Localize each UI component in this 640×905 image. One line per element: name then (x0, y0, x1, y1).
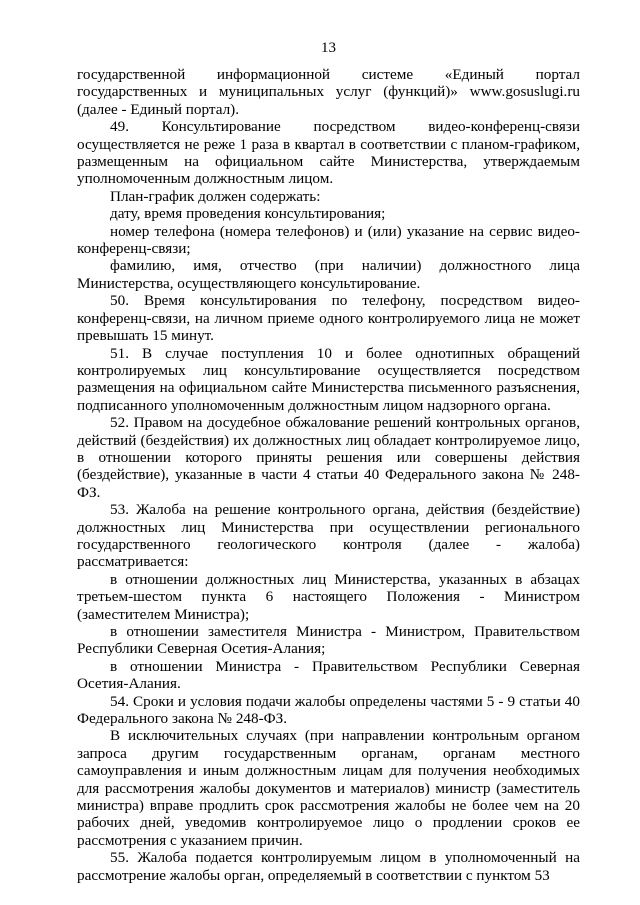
paragraph-50: 50. Время консультирования по телефону, посредством видео-конференц-связи, на личном приеме одного контролируемого лица не может превышать 15 минут. (77, 292, 580, 345)
paragraph-54-extension: В исключительных случаях (при направлении контрольным органом запроса другим государственным органам, органам местного самоуправления и иным должностным лицам для получения необходимых для рассмотрения жалобы документов и материалов) министр (заместитель министра) вправе продлить срок рассмотрения жалобы не более чем на 20 рабочих дней, уведомив контролируемое лицо о продлении сроков ее рассмотрения с указанием причин. (77, 727, 580, 849)
paragraph-52: 52. Правом на досудебное обжалование решений контрольных органов, действий (бездействия) их должностных лиц обладает контролируемое лицо, в отношении которого приняты решения или совершены действия (бездействие), указанные в части 4 статьи 40 Федерального закона № 248-ФЗ. (77, 414, 580, 501)
page-number: 13 (321, 40, 336, 56)
paragraph-53-item-minister: в отношении Министра - Правительством Республики Северная Осетия-Алания. (77, 657, 580, 693)
document-body (77, 66, 580, 884)
paragraph-plan-intro: План-график должен содержать: (110, 187, 321, 205)
paragraph-53-item-deputy: в отношении заместителя Министра - Министром, Правительством Республики Северная Осетия-Алания; (77, 623, 580, 658)
paragraph-plan-item-name: фамилию, имя, отчество (при наличии) должностного лица Министерства, осуществляющего консультирование. (77, 257, 580, 292)
paragraph-plan-item-phone: номер телефона (номера телефонов) и (или) указание на сервис видео-конференц-связи; (77, 222, 580, 258)
paragraph-49: 49. Консультирование посредством видео-конференц-связи осуществляется не реже 1 раза в квартал в соответствии с планом-графиком, размещенным на официальном сайте Министерства, утверждаемым уполномоченным должностным лицом. (77, 118, 580, 188)
paragraph-53-item-officials: в отношении должностных лиц Министерства, указанных в абзацах третьем-шестом пункта 6 настоящего Положения - Министром (заместителем Министра); (77, 570, 580, 623)
paragraph-55: 55. Жалоба подается контролируемым лицом в уполномоченный на рассмотрение жалобы орган, определяемый в соответствии с пунктом 53 (77, 849, 580, 884)
paragraph-53: 53. Жалоба на решение контрольного органа, действия (бездействие) должностных лиц Министерства при осуществлении регионального государственного геологического контроля (далее - жалоба) рассматривается: (77, 501, 580, 571)
paragraph-54: 54. Сроки и условия подачи жалобы определены частями 5 - 9 статьи 40 Федерального закона № 248-ФЗ. (77, 692, 580, 728)
paragraph-continuation: государственной информационной системе «Единый портал государственных и муниципальных услуг (функций)» www.gosuslugi.ru (далее - Единый портал). (77, 66, 580, 118)
paragraph-plan-item-date: дату, время проведения консультирования; (110, 205, 386, 223)
paragraph-51: 51. В случае поступления 10 и более однотипных обращений контролируемых лиц консультирование осуществляется посредством размещения на официальном сайте Министерства письменного разъяснения, подписанного уполномоченным должностным лицом надзорного органа. (77, 344, 580, 414)
